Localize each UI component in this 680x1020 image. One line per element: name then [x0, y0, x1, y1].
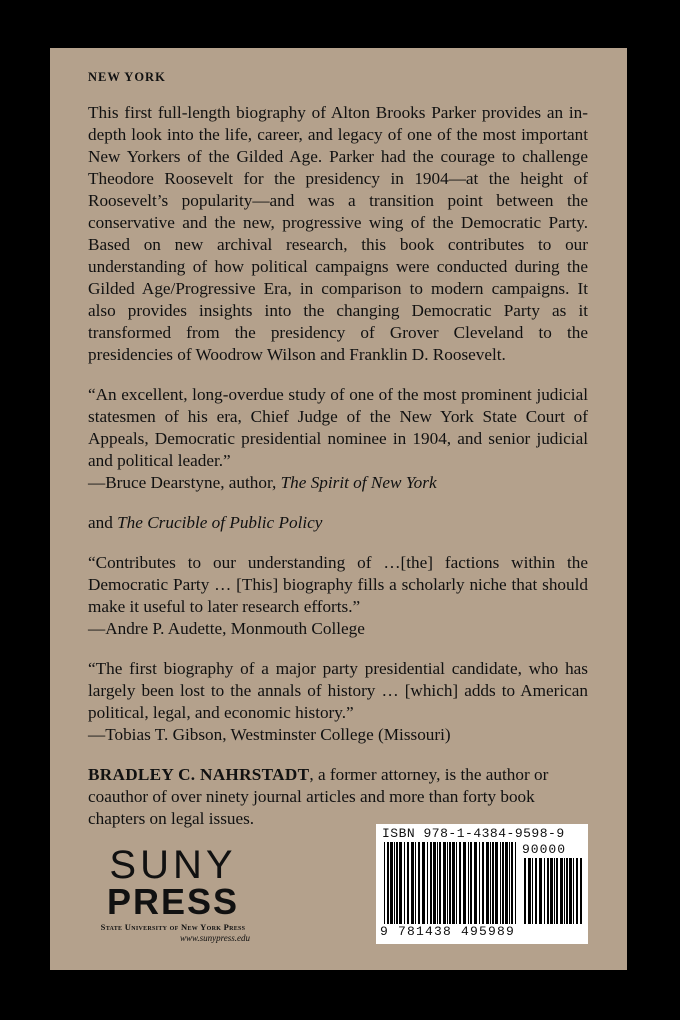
barcode-addon-number: 90000 [522, 842, 567, 857]
category-label: NEW YORK [88, 70, 166, 84]
barcode-bar [500, 842, 501, 924]
blurb-quote-1: “An excellent, long-overdue study of one of the most prominent judicial statesmen of his era, Chief Judge of the New York State Court of Appeals, Democratic presidential nominee in 1904, and senior judicial and political leader.” [88, 385, 588, 470]
barcode-bar [415, 842, 416, 924]
barcode-bar [564, 858, 565, 924]
publisher-logo-suny: SUNY [109, 843, 237, 887]
barcode-bar [418, 842, 420, 924]
barcode-bar [433, 842, 436, 924]
barcode-bar [492, 842, 494, 924]
blurb-attribution-3: —Tobias T. Gibson, Westminster College (Missouri) [88, 725, 451, 744]
barcode-bar [479, 842, 480, 924]
barcode-bar [554, 858, 555, 924]
barcode-bar [573, 858, 574, 924]
blurb-attribution-2: —Andre P. Audette, Monmouth College [88, 619, 365, 638]
author-bio [88, 764, 588, 830]
publisher-url: www.sunypress.edu [179, 933, 250, 943]
barcode-bar [437, 842, 438, 924]
barcode-addon-bars [524, 858, 582, 924]
barcode-bar [459, 842, 461, 924]
barcode-bar [470, 842, 472, 924]
barcode-bar [566, 858, 568, 924]
barcode-bar [532, 858, 533, 924]
publisher-logo-press: PRESS [106, 881, 240, 922]
barcode-bar [547, 858, 549, 924]
book-title: The Spirit of New York [280, 473, 437, 492]
barcode-main-bars [384, 842, 516, 924]
barcode-bar [502, 842, 504, 924]
barcode-bar [490, 842, 491, 924]
barcode-bar [576, 858, 578, 924]
barcode-bar [482, 842, 484, 924]
barcode-bar [452, 842, 455, 924]
back-cover-panel [50, 48, 627, 970]
barcode-bar [411, 842, 414, 924]
barcode-bar [394, 842, 395, 924]
barcode-bar [384, 842, 385, 924]
blurb-quote-2: “Contributes to our understanding of …[the] factions within the Democratic Party … [This] biography fills a scholarly niche that should make it useful to later research efforts.” [88, 553, 588, 616]
barcode-bar [463, 842, 466, 924]
attribution-text: —Bruce Dearstyne, author, [88, 473, 281, 492]
barcode-bar [407, 842, 409, 924]
barcode-bar [550, 858, 553, 924]
barcode-bar [474, 842, 477, 924]
barcode-bar [486, 842, 489, 924]
barcode-bar [560, 858, 563, 924]
barcode-bar [449, 842, 451, 924]
barcode-bar [443, 842, 446, 924]
barcode-bar [390, 842, 393, 924]
barcode-bar [528, 858, 531, 924]
isbn-label: ISBN 978-1-4384-9598-9 [382, 826, 565, 841]
barcode-bar [430, 842, 432, 924]
barcode-bar [468, 842, 469, 924]
blurb-attribution-1 [88, 472, 588, 534]
barcode-bar [495, 842, 498, 924]
barcode-bar [396, 842, 398, 924]
barcode-bar [544, 858, 545, 924]
blurb-quote-3: “The first biography of a major party presidential candidate, who has largely been lost to the annals of history … [which] adds to American political, legal, and economic history.” [88, 659, 588, 722]
blurb-attribution-2-block [88, 618, 588, 640]
blurb-attribution-3-block [88, 724, 588, 746]
author-name: BRADLEY C. NAHRSTADT [88, 765, 310, 784]
barcode-bar [509, 842, 510, 924]
barcode-bar [456, 842, 457, 924]
barcode-bar [524, 858, 526, 924]
book-description: This first full-length biography of Alton Brooks Parker provides an in-depth look into the life, career, and legacy of one of the most important New Yorkers of the Gilded Age. Parker had the courage to challenge Theodore Roosevelt for the presidency in 1904—at the height of Roosevelt’s popularity—and was a transition point between the conservative and the new, progressive wing of the Democratic Party. Based on new archival research, this book contributes to our understanding of how political campaigns were conducted during the Gilded Age/Progressive Era, in comparison to modern campaigns. It also provides insights into the changing Democratic Party as it transformed from the presidency of Grover Cleveland to the presidencies of Woodrow Wilson and Franklin D. Roosevelt. [88, 103, 588, 364]
publisher-full-name: State University of New York Press [100, 922, 246, 932]
barcode-bar [556, 858, 558, 924]
barcode-bar [515, 842, 516, 924]
barcode-bar [580, 858, 582, 924]
author-bio-text: , a former attorney, is the author or coauthor of over ninety journal articles and more than forty book chapters on legal issues. [88, 765, 549, 828]
barcode-bar [569, 858, 572, 924]
barcode-bar [422, 842, 425, 924]
cover-text [88, 102, 588, 848]
barcode-bar [387, 842, 389, 924]
barcode-bar [427, 842, 428, 924]
barcode-bar [511, 842, 513, 924]
blurb-attribution-1-line-1 [88, 472, 588, 494]
barcode-bar [447, 842, 448, 924]
isbn-barcode [376, 824, 588, 944]
blurb-attribution-1-line-2 [88, 512, 588, 534]
publisher-logo [88, 843, 258, 943]
barcode-bar [399, 842, 402, 924]
barcode-bar [505, 842, 508, 924]
attribution-text: and [88, 513, 118, 532]
barcode-bar [539, 858, 542, 924]
barcode-digits: 9 781438 495989 [380, 924, 516, 939]
barcode-bar [535, 858, 537, 924]
barcode-bar [404, 842, 405, 924]
barcode-bar [439, 842, 441, 924]
book-title: The Crucible of Public Policy [117, 513, 323, 532]
